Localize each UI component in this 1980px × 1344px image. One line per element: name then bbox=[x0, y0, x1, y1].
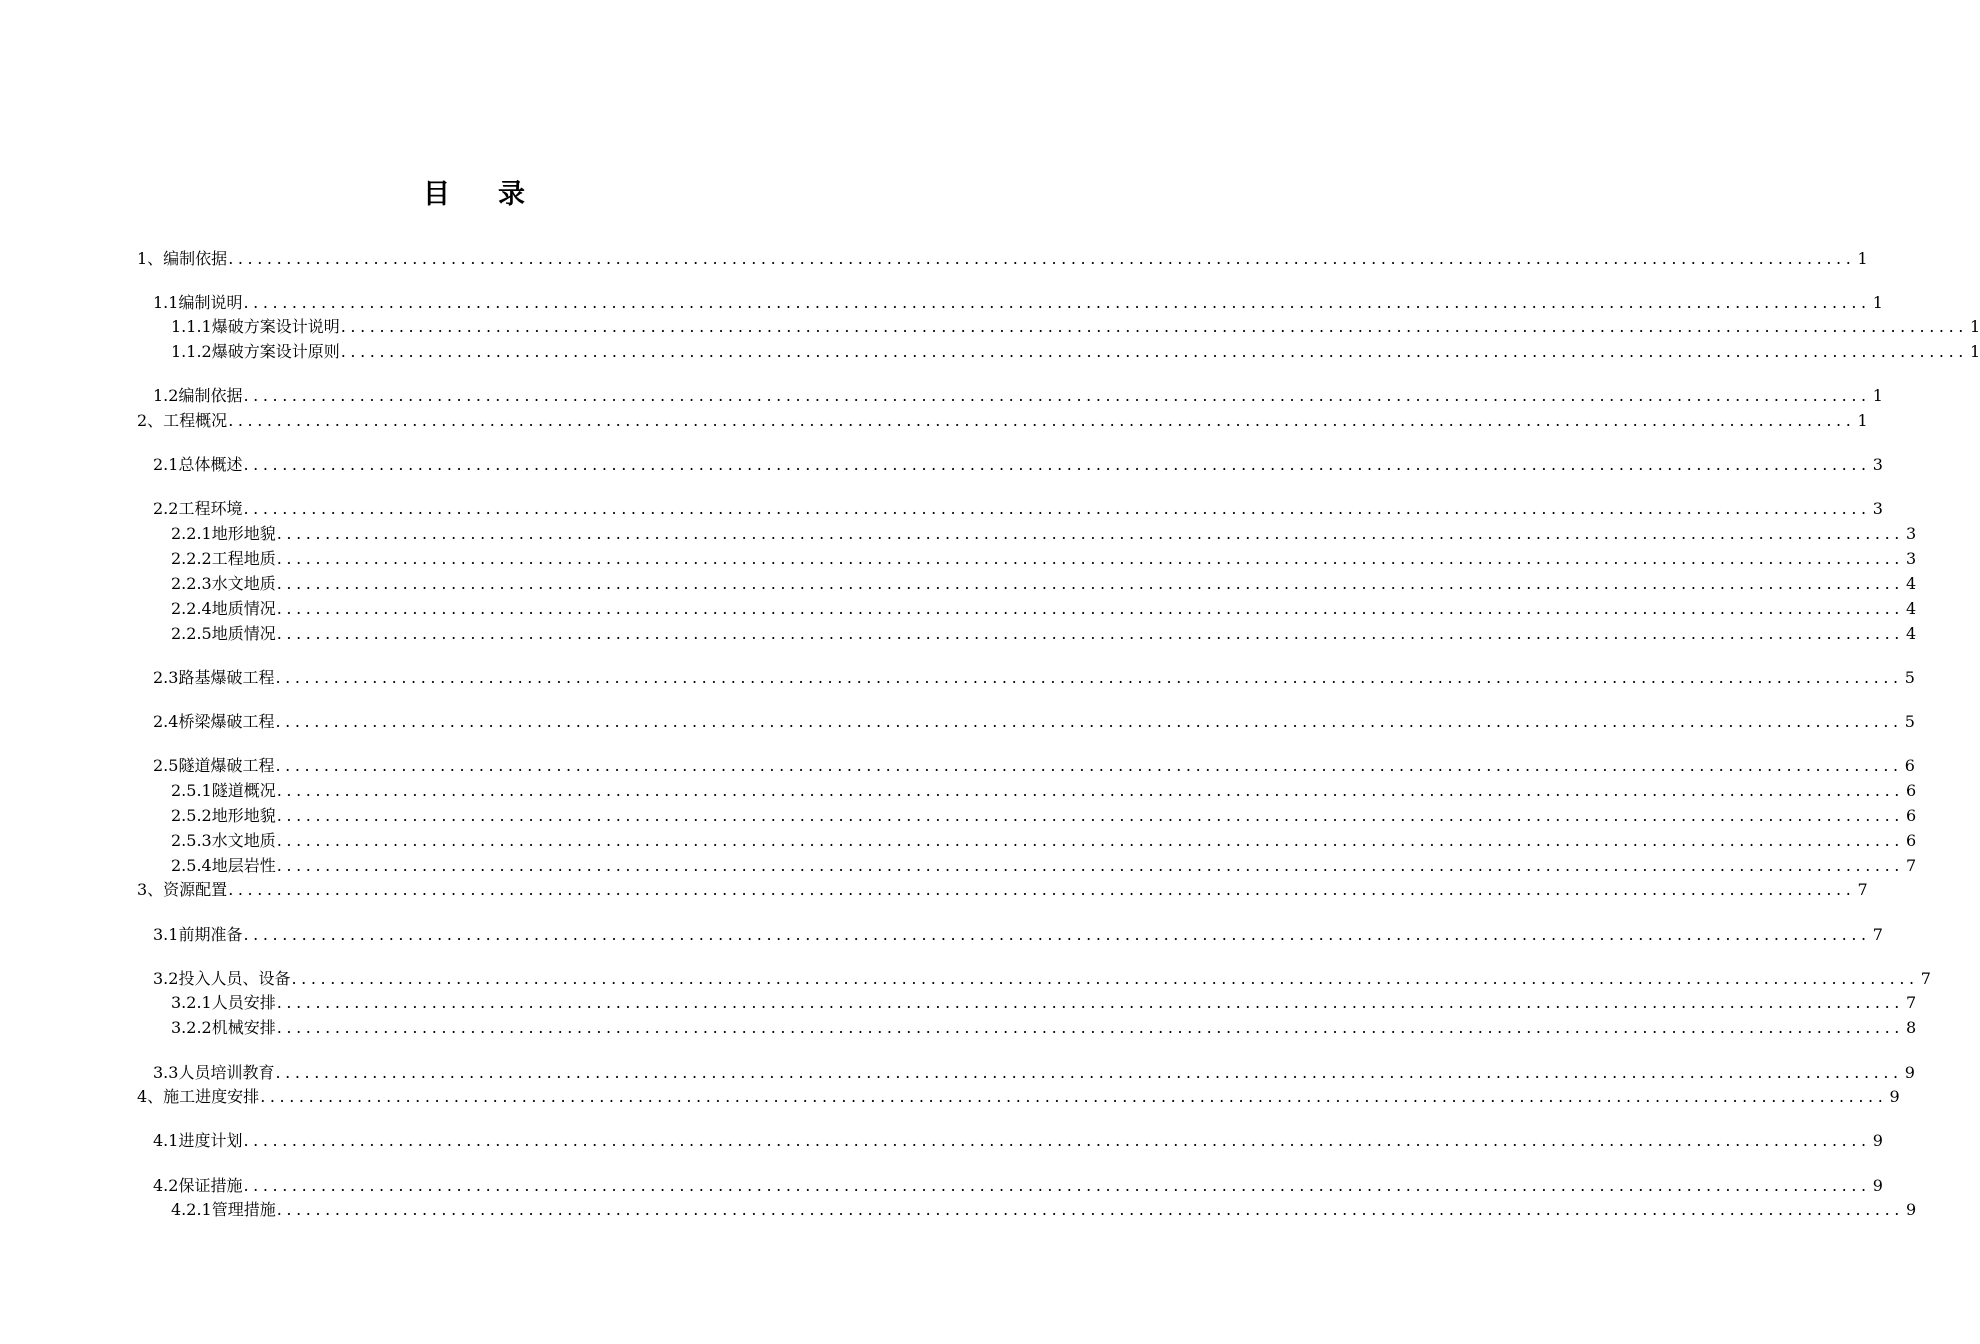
title-char-1: 目 bbox=[423, 179, 452, 210]
toc-entry-label: 1.1.1爆破方案设计说明 bbox=[171, 317, 340, 336]
toc-page-number: 7 bbox=[1905, 856, 1917, 875]
toc-leader: ........................................................................................................................................................................ bbox=[275, 712, 1903, 731]
toc-page-number: 5 bbox=[1904, 712, 1915, 731]
toc-page-number: 5 bbox=[1904, 668, 1915, 687]
toc-leader: ........................................................................................................................................................................ bbox=[291, 969, 1919, 988]
toc-entry[interactable] bbox=[137, 410, 1868, 432]
toc-leader: ........................................................................................................................................................................ bbox=[243, 293, 1871, 312]
toc-entry-label: 2.1总体概述 bbox=[153, 455, 243, 474]
toc-entry-label: 4、施工进度安排 bbox=[137, 1087, 260, 1106]
toc-entry[interactable] bbox=[137, 924, 1883, 946]
toc-entry-label: 2.2.4地质情况 bbox=[171, 599, 276, 618]
toc-entry-label: 2.5.3水文地质 bbox=[171, 831, 276, 850]
toc-entry-label: 3.2投入人员、设备 bbox=[153, 969, 291, 988]
toc-entry-label: 1、编制依据 bbox=[137, 249, 228, 268]
toc-page-number: 9 bbox=[1905, 1200, 1917, 1219]
toc-leader: ........................................................................................................................................................................ bbox=[276, 624, 1904, 643]
toc-entry-label: 3.2.1人员安排 bbox=[171, 993, 276, 1012]
toc-leader: ........................................................................................................................................................................ bbox=[340, 342, 1968, 361]
toc-entry-label: 2.2工程环境 bbox=[153, 499, 243, 518]
toc-entry-label: 1.1编制说明 bbox=[153, 293, 243, 312]
toc-entry-label: 2.2.5地质情况 bbox=[171, 624, 276, 643]
toc-leader: ........................................................................................................................................................................ bbox=[228, 411, 1856, 430]
toc-entry-label: 2.5.1隧道概况 bbox=[171, 781, 276, 800]
toc-entry-label: 3.2.2机械安排 bbox=[171, 1018, 276, 1037]
toc-page-number: 6 bbox=[1905, 831, 1917, 850]
toc-page-number: 4 bbox=[1905, 574, 1917, 593]
toc-entry[interactable] bbox=[137, 623, 1917, 645]
toc-entry[interactable] bbox=[137, 385, 1883, 407]
toc-entry[interactable] bbox=[137, 341, 1980, 363]
toc-leader: ........................................................................................................................................................................ bbox=[275, 1063, 1903, 1082]
toc-leader: ........................................................................................................................................................................ bbox=[260, 1087, 1888, 1106]
toc-leader: ........................................................................................................................................................................ bbox=[276, 549, 1904, 568]
toc-entry[interactable] bbox=[137, 855, 1917, 877]
toc-entry-label: 2.4桥梁爆破工程 bbox=[153, 712, 275, 731]
toc-entry-label: 2.5.2地形地貌 bbox=[171, 806, 276, 825]
toc-leader: ........................................................................................................................................................................ bbox=[276, 781, 1904, 800]
toc-entry[interactable] bbox=[137, 1017, 1917, 1039]
toc-leader: ........................................................................................................................................................................ bbox=[243, 455, 1871, 474]
title-char-2: 录 bbox=[498, 179, 527, 210]
toc-entry[interactable] bbox=[137, 454, 1883, 476]
toc-entry-label: 3、资源配置 bbox=[137, 880, 228, 899]
toc-entry[interactable] bbox=[137, 780, 1917, 802]
toc-entry-label: 2.2.1地形地貌 bbox=[171, 524, 276, 543]
toc-leader: ........................................................................................................................................................................ bbox=[243, 1176, 1871, 1195]
toc-entry-label: 3.3人员培训教育 bbox=[153, 1063, 275, 1082]
toc-page-number: 1 bbox=[1969, 317, 1980, 336]
toc-page-number: 6 bbox=[1904, 756, 1915, 775]
toc-leader: ........................................................................................................................................................................ bbox=[276, 574, 1904, 593]
toc-leader: ........................................................................................................................................................................ bbox=[340, 317, 1968, 336]
toc-leader: ........................................................................................................................................................................ bbox=[243, 1131, 1871, 1150]
toc-entry[interactable] bbox=[137, 711, 1915, 733]
toc-leader: ........................................................................................................................................................................ bbox=[228, 880, 1856, 899]
toc-page-number: 6 bbox=[1905, 806, 1917, 825]
toc-page-number: 7 bbox=[1905, 993, 1917, 1012]
toc-page-number: 1 bbox=[1857, 411, 1868, 430]
toc-entry[interactable] bbox=[137, 316, 1980, 338]
toc-page-number: 3 bbox=[1905, 549, 1917, 568]
toc-leader: ........................................................................................................................................................................ bbox=[276, 806, 1904, 825]
toc-entry-label: 2.3路基爆破工程 bbox=[153, 668, 275, 687]
toc-entry-label: 2.5.4地层岩性 bbox=[171, 856, 276, 875]
toc-entry-label: 2、工程概况 bbox=[137, 411, 228, 430]
toc-leader: ........................................................................................................................................................................ bbox=[275, 668, 1903, 687]
toc-entry[interactable] bbox=[137, 548, 1917, 570]
toc-entry-label: 4.1进度计划 bbox=[153, 1131, 243, 1150]
toc-page-number: 9 bbox=[1904, 1063, 1915, 1082]
toc-entry[interactable] bbox=[137, 968, 1931, 990]
toc-page-number: 7 bbox=[1872, 925, 1883, 944]
toc-page-number: 6 bbox=[1905, 781, 1917, 800]
toc-entry-label: 2.2.3水文地质 bbox=[171, 574, 276, 593]
toc-leader: ........................................................................................................................................................................ bbox=[276, 856, 1904, 875]
toc-entry-label: 2.2.2工程地质 bbox=[171, 549, 276, 568]
toc-entry[interactable] bbox=[137, 830, 1917, 852]
toc-page-number: 3 bbox=[1872, 499, 1883, 518]
toc-entry-label: 3.1前期准备 bbox=[153, 925, 243, 944]
toc-leader: ........................................................................................................................................................................ bbox=[243, 386, 1871, 405]
toc-entry[interactable] bbox=[137, 992, 1917, 1014]
toc-page-number: 3 bbox=[1872, 455, 1883, 474]
toc-page-number: 8 bbox=[1905, 1018, 1917, 1037]
toc-page-number: 4 bbox=[1905, 599, 1917, 618]
toc-entry[interactable] bbox=[137, 1086, 1900, 1108]
toc-leader: ........................................................................................................................................................................ bbox=[276, 599, 1904, 618]
toc-leader: ........................................................................................................................................................................ bbox=[243, 925, 1871, 944]
toc-entry-label: 1.2编制依据 bbox=[153, 386, 243, 405]
toc-page-number: 4 bbox=[1905, 624, 1917, 643]
toc-entry[interactable] bbox=[137, 248, 1868, 270]
toc-leader: ........................................................................................................................................................................ bbox=[276, 831, 1904, 850]
toc-leader: ........................................................................................................................................................................ bbox=[276, 1018, 1904, 1037]
toc-entry[interactable] bbox=[137, 1199, 1917, 1221]
toc-entry[interactable] bbox=[137, 1130, 1883, 1152]
toc-entry[interactable] bbox=[137, 1175, 1883, 1197]
toc-entry-label: 2.5隧道爆破工程 bbox=[153, 756, 275, 775]
toc-entry[interactable] bbox=[137, 598, 1917, 620]
toc-leader: ........................................................................................................................................................................ bbox=[276, 993, 1904, 1012]
page-title bbox=[0, 172, 950, 211]
toc-leader: ........................................................................................................................................................................ bbox=[276, 524, 1904, 543]
toc-entry[interactable] bbox=[137, 755, 1915, 777]
toc-page-number: 3 bbox=[1905, 524, 1917, 543]
toc-entry-label: 1.1.2爆破方案设计原则 bbox=[171, 342, 340, 361]
toc-page-number: 9 bbox=[1872, 1131, 1883, 1150]
toc-entry[interactable] bbox=[137, 523, 1917, 545]
toc-page-number: 1 bbox=[1872, 386, 1883, 405]
toc-entry[interactable] bbox=[137, 292, 1883, 314]
toc-entry-label: 4.2.1管理措施 bbox=[171, 1200, 276, 1219]
toc-leader: ........................................................................................................................................................................ bbox=[228, 249, 1856, 268]
toc-page-number: 1 bbox=[1969, 342, 1980, 361]
toc-leader: ........................................................................................................................................................................ bbox=[276, 1200, 1904, 1219]
toc-entry[interactable] bbox=[137, 1062, 1915, 1084]
toc-page-number: 1 bbox=[1872, 293, 1883, 312]
toc-entry-label: 4.2保证措施 bbox=[153, 1176, 243, 1195]
toc-page-number: 7 bbox=[1920, 969, 1931, 988]
toc-page-number: 7 bbox=[1857, 880, 1868, 899]
toc-leader: ........................................................................................................................................................................ bbox=[243, 499, 1871, 518]
toc-entry[interactable] bbox=[137, 667, 1915, 689]
toc-entry[interactable] bbox=[137, 879, 1868, 901]
toc-page-number: 9 bbox=[1872, 1176, 1883, 1195]
toc-page-number: 9 bbox=[1889, 1087, 1900, 1106]
toc-entry[interactable] bbox=[137, 573, 1917, 595]
toc-page-number: 1 bbox=[1857, 249, 1868, 268]
toc-leader: ........................................................................................................................................................................ bbox=[275, 756, 1903, 775]
toc-entry[interactable] bbox=[137, 805, 1917, 827]
toc-entry[interactable] bbox=[137, 498, 1883, 520]
